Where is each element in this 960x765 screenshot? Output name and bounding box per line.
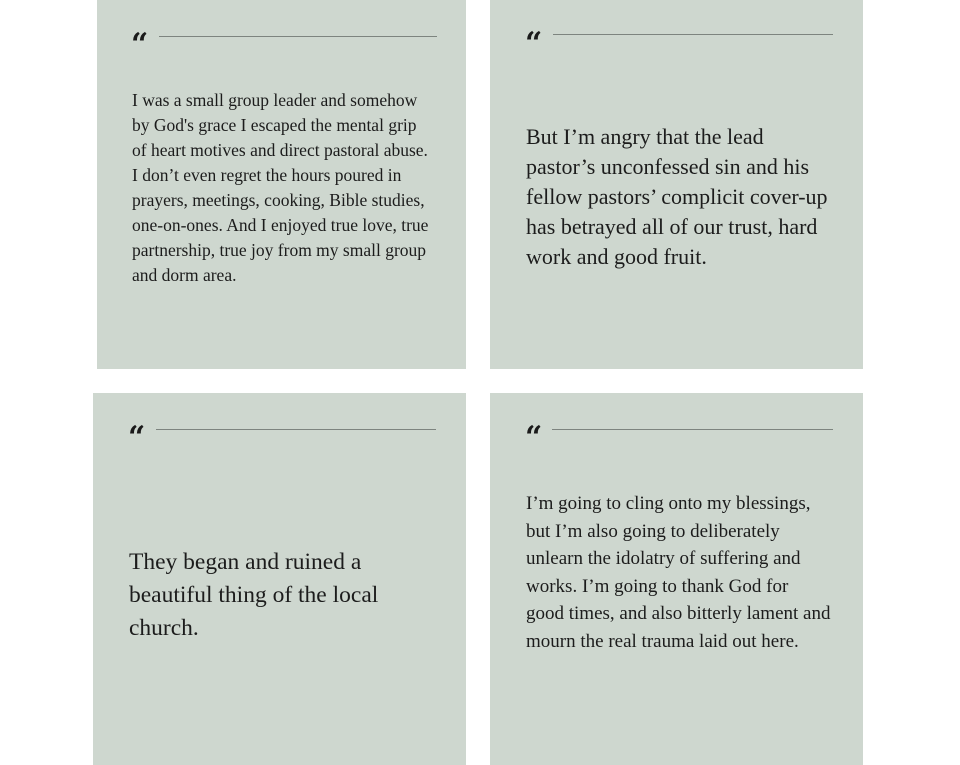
- quote-card: [490, 0, 863, 369]
- quote-mark-icon: “: [525, 26, 543, 61]
- quote-card: [490, 393, 863, 765]
- quote-text: I’m going to cling onto my blessings, but I’m also going to deliberately unlearn the idolatry of suffering and works. I’m going to thank God for good times, and also bitterly lament and mourn the real trauma laid out here.: [526, 493, 831, 652]
- quote-text: But I’m angry that the lead pastor’s unconfessed sin and his fellow pastors’ complicit cover-up has betrayed all of our trust, hard work and good fruit.: [526, 124, 828, 269]
- quote-mark-icon: “: [525, 420, 543, 455]
- divider-line: [156, 429, 436, 430]
- quote-text: They began and ruined a beautiful thing of the local church.: [129, 549, 379, 641]
- divider-line: [159, 36, 437, 37]
- quote-card: [97, 0, 466, 369]
- quote-text: I was a small group leader and somehow by God's grace I escaped the mental grip of heart motives and direct pastoral abuse. I don’t even regret the hours poured in prayers, meetings, cooking, Bible studies, one-on-ones. And I enjoyed true love, true partnership, true joy from my small group and dorm area.: [132, 90, 429, 285]
- quote-card: [93, 393, 466, 765]
- quote-mark-icon: “: [131, 27, 149, 62]
- divider-line: [552, 429, 833, 430]
- quote-mark-icon: “: [128, 420, 146, 455]
- divider-line: [553, 34, 833, 35]
